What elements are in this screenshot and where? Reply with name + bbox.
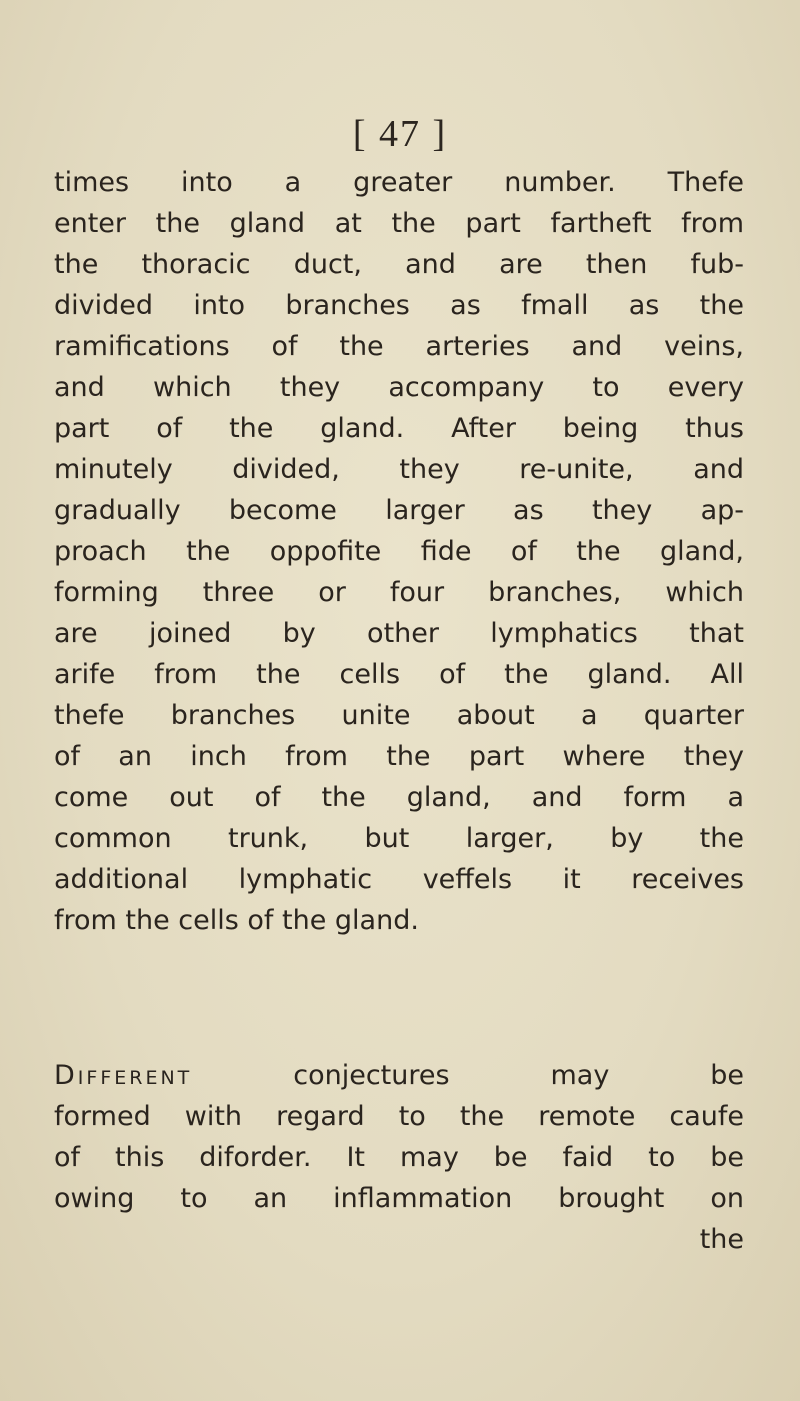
text-line: and which they accompany to every: [54, 372, 744, 403]
text-line-first: [54, 1055, 744, 1096]
text-line: forming three or four branches, which: [54, 577, 744, 608]
text-line: the thoracic duct, and are then fub-: [54, 249, 744, 280]
text-line: gradually become larger as they ap-: [54, 495, 744, 526]
text-line: enter the gland at the part fartheft from: [54, 208, 744, 239]
text-line: part of the gland. After being thus: [54, 413, 744, 444]
text-line: formed with regard to the remote caufe: [54, 1101, 744, 1132]
text-line: additional lymphatic veffels it receives: [54, 864, 744, 895]
paragraph-opening-word: Different: [54, 1060, 193, 1091]
text-line: arife from the cells of the gland. All: [54, 659, 744, 690]
text-line: from the cells of the gland.: [54, 905, 419, 936]
page-number-header: [ 47 ]: [352, 113, 448, 155]
text-line: minutely divided, they re-unite, and: [54, 454, 744, 485]
text-line: owing to an inflammation brought on: [54, 1183, 744, 1214]
text-line: common trunk, but larger, by the: [54, 823, 744, 854]
catchword: the: [699, 1224, 744, 1255]
text-line: ramifications of the arteries and veins,: [54, 331, 744, 362]
text-line: of this diforder. It may be faid to be: [54, 1142, 744, 1173]
text-line: times into a greater number. Thefe: [54, 167, 744, 198]
paragraph-1: [54, 162, 744, 941]
text-line: thefe branches unite about a quarter: [54, 700, 744, 731]
text-line: are joined by other lymphatics that: [54, 618, 744, 649]
text-line: of an inch from the part where they: [54, 741, 744, 772]
paragraph-2: [54, 1055, 744, 1260]
text-line: divided into branches as fmall as the: [54, 290, 744, 321]
text-line-rest: conjectures may be: [293, 1060, 744, 1091]
text-line: proach the oppofite fide of the gland,: [54, 536, 744, 567]
text-line: come out of the gland, and form a: [54, 782, 744, 813]
